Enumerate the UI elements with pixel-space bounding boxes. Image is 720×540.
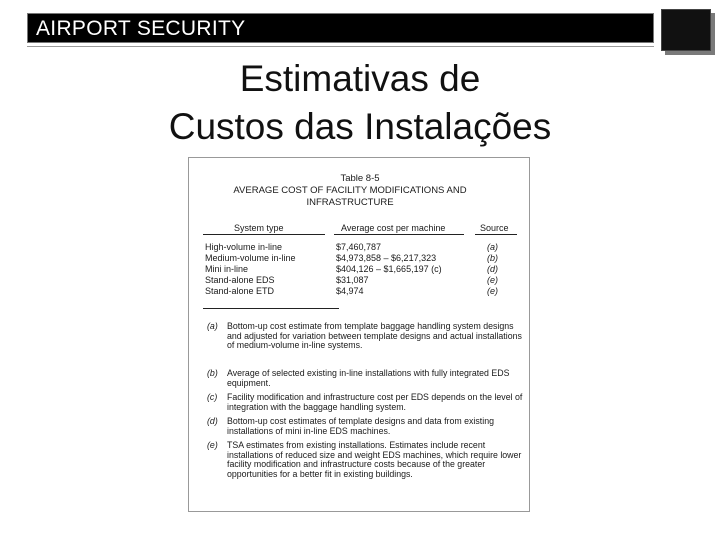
cell-system-type: Stand-alone ETD bbox=[205, 286, 275, 296]
cell-source: (e) bbox=[487, 275, 498, 285]
table-row bbox=[189, 275, 531, 285]
footnote-text: Bottom-up cost estimate from template baggage handling system designs and adjusted for variation between template designs and actual installations of medium-volume in-line systems. bbox=[227, 321, 522, 351]
cell-average-cost: $7,460,787 bbox=[336, 242, 382, 252]
cell-system-type: Mini in-line bbox=[205, 264, 249, 274]
table-row bbox=[189, 253, 531, 263]
slide-title-line-1: Estimativas de bbox=[239, 58, 481, 99]
table-caption-line-2: INFRASTRUCTURE bbox=[306, 197, 394, 208]
cell-average-cost: $31,087 bbox=[336, 275, 369, 285]
cell-system-type: Stand-alone EDS bbox=[205, 275, 275, 285]
cost-table bbox=[189, 158, 531, 513]
cell-source: (b) bbox=[487, 253, 498, 263]
footnote-text: Average of selected existing in-line installations with fully integrated EDS equipment. bbox=[227, 368, 510, 388]
column-header-average-cost: Average cost per machine bbox=[341, 223, 446, 233]
footnote-label: (a) bbox=[207, 321, 218, 331]
table-caption-line-1: AVERAGE COST OF FACILITY MODIFICATIONS AND bbox=[233, 185, 467, 196]
column-header-system-type: System type bbox=[234, 223, 284, 233]
footnote-text: Bottom-up cost estimates of template designs and data from existing installations of mini in-line EDS machines. bbox=[227, 416, 494, 436]
footnote-label: (b) bbox=[207, 368, 218, 378]
cell-system-type: Medium-volume in-line bbox=[205, 253, 296, 263]
table-row bbox=[189, 286, 531, 296]
cell-source: (a) bbox=[487, 242, 498, 252]
slide-title-line-2: Custos das Instalações bbox=[168, 106, 552, 147]
table-number: Table 8-5 bbox=[340, 173, 380, 184]
section-header-label: AIRPORT SECURITY bbox=[36, 17, 246, 40]
header-rule-source bbox=[475, 234, 517, 235]
footnote-label: (e) bbox=[207, 440, 218, 450]
footnote-label: (d) bbox=[207, 416, 218, 426]
footnote-divider bbox=[203, 308, 339, 309]
cell-source: (e) bbox=[487, 286, 498, 296]
cell-system-type: High-volume in-line bbox=[205, 242, 283, 252]
footnote-text: TSA estimates from existing installations. Estimates include recent installations of reduced size and weight EDS machines, which require lower facility modification and infrastructure costs because of the greater opportunities for a better fit in existing buildings. bbox=[227, 440, 522, 479]
header-rule-cost bbox=[334, 234, 464, 235]
header-rule-system bbox=[203, 234, 325, 235]
cell-average-cost: $404,126 – $1,665,197 (c) bbox=[336, 264, 442, 274]
header-divider bbox=[27, 46, 654, 47]
cell-source: (d) bbox=[487, 264, 498, 274]
cell-average-cost: $4,974 bbox=[336, 286, 364, 296]
cell-average-cost: $4,973,858 – $6,217,323 bbox=[336, 253, 437, 263]
corner-decoration bbox=[661, 9, 711, 51]
table-row bbox=[189, 264, 531, 274]
footnote-label: (c) bbox=[207, 392, 218, 402]
table-row bbox=[189, 242, 531, 252]
footnote-text: Facility modification and infrastructure cost per EDS depends on the level of integration with the baggage handling system. bbox=[227, 392, 523, 412]
column-header-source: Source bbox=[480, 223, 509, 233]
cost-table-image bbox=[188, 157, 530, 512]
section-header-bar bbox=[27, 13, 654, 43]
